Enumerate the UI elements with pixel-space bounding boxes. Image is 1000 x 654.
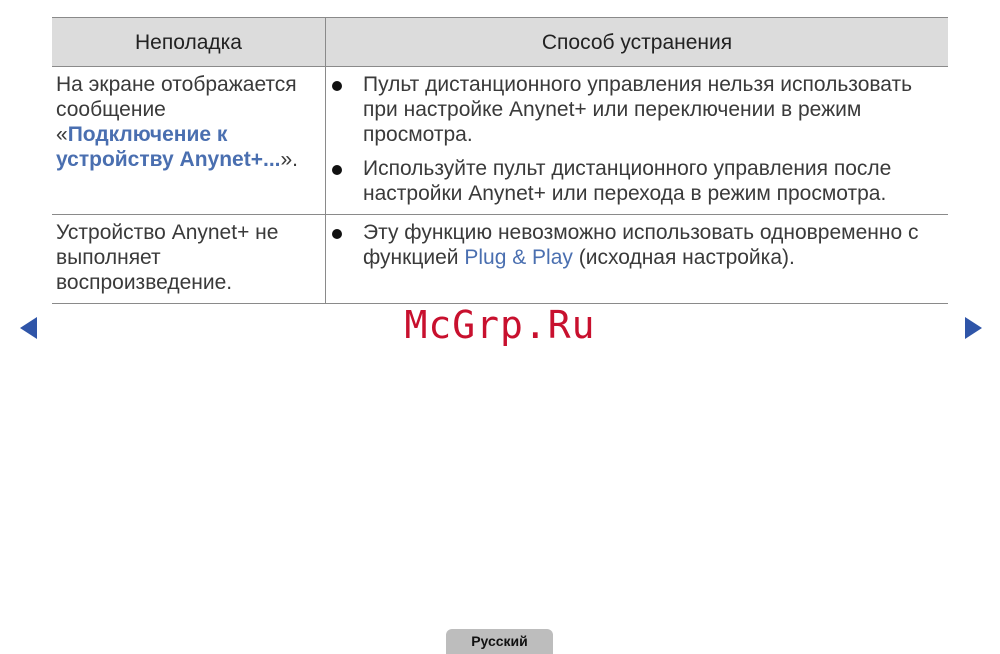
plug-and-play-highlight: Plug & Play [464,246,573,269]
solution-list [326,67,948,214]
solution-bullet: Пульт дистанционного управления нельзя использовать при настройке Anynet+ или переключении в режим просмотра. [326,72,948,147]
problem-highlight: Подключение к устройству Anynet+... [56,123,281,171]
table-row [52,67,948,215]
header-problem: Неполадка [52,18,326,67]
troubleshooting-table [52,17,948,304]
problem-text: Устройство Anynet+ не выполняет воспроизведение. [56,221,279,294]
table-header-row [52,18,948,67]
problem-text-pre: На экране отображается сообщение « [56,73,297,146]
header-solution: Способ устранения [326,18,949,67]
problem-text-post: ». [280,148,299,171]
problem-cell [52,67,326,215]
solution-text-post: (исходная настройка). [572,246,795,269]
problem-cell [52,215,326,304]
solution-cell [326,215,949,304]
solution-bullet [326,220,948,270]
table-row [52,215,948,304]
language-tab: Русский [446,629,553,654]
solution-list [326,215,948,278]
solution-cell [326,67,949,215]
problem-text [52,67,325,180]
solution-bullet: Используйте пульт дистанционного управления после настройки Anynet+ или перехода в режим просмотра. [326,156,948,206]
solution-text-pre: Эту функцию невозможно использовать одновременно с функцией [363,221,919,269]
watermark: McGrp.Ru [404,303,596,347]
